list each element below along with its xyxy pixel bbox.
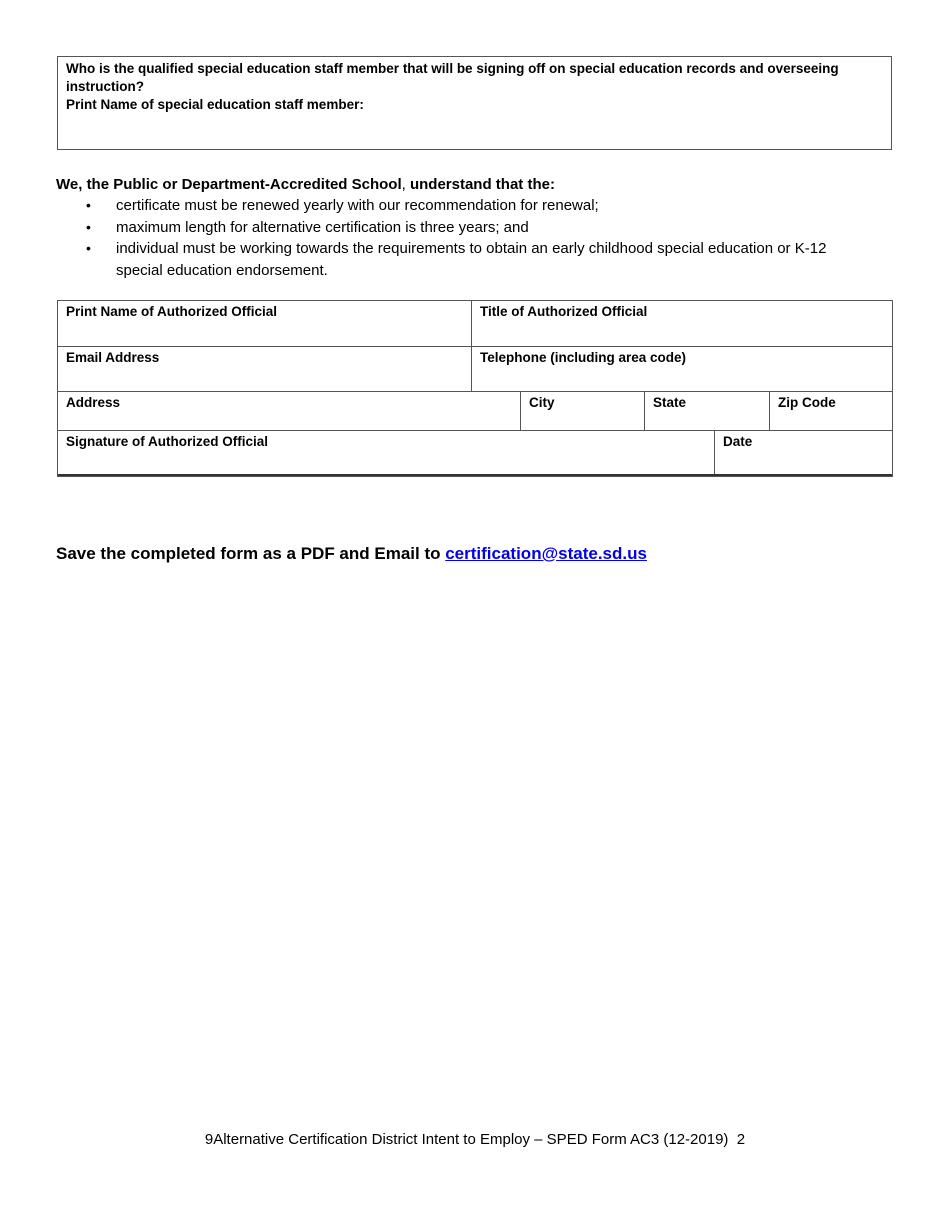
staff-member-question-box[interactable]: [57, 56, 892, 150]
title-field[interactable]: Title of Authorized Official: [480, 304, 648, 319]
state-field[interactable]: State: [645, 392, 770, 430]
list-item: • maximum length for alternative certification is three years; and: [56, 217, 896, 239]
email-field[interactable]: Email Address: [58, 347, 472, 391]
table-row: [58, 347, 892, 392]
list-item: • certificate must be renewed yearly with our recommendation for renewal;: [56, 195, 896, 217]
city-field[interactable]: City: [521, 392, 645, 430]
print-name-field[interactable]: Print Name of Authorized Official: [58, 301, 472, 346]
table-row: [58, 392, 892, 431]
signature-field[interactable]: Signature of Authorized Official: [58, 431, 715, 474]
list-item: • individual must be working towards the requirements to obtain an early childhood special education or K-12 special education endorsement.: [86, 240, 827, 279]
staff-member-question-cont: instruction?: [66, 79, 144, 94]
zip-code-field[interactable]: Zip Code: [778, 395, 836, 410]
certification-email-link[interactable]: certification@state.sd.us: [445, 544, 647, 563]
page-footer: 9Alternative Certification District Intent to Employ – SPED Form AC3 (12-2019) 2: [204, 1131, 746, 1148]
address-field[interactable]: Address: [58, 392, 521, 430]
bullet-icon: •: [86, 240, 91, 256]
understanding-heading: We, the Public or Department-Accredited School, understand that the:: [56, 176, 555, 193]
staff-member-question: Who is the qualified special education staff member that will be signing off on special education records and overseeing: [66, 61, 839, 76]
table-row: [58, 301, 892, 347]
understanding-list: [56, 195, 896, 281]
authorized-official-table: [57, 300, 893, 477]
bullet-icon: •: [86, 197, 91, 213]
staff-member-print-name-label: Print Name of special education staff member:: [66, 97, 364, 112]
save-instruction: Save the completed form as a PDF and Email to certification@state.sd.us: [56, 544, 647, 563]
understanding-section: [56, 174, 896, 281]
telephone-field[interactable]: Telephone (including area code): [480, 350, 687, 365]
date-field[interactable]: Date: [723, 434, 753, 449]
bullet-icon: •: [86, 218, 91, 235]
table-row: [58, 431, 892, 476]
